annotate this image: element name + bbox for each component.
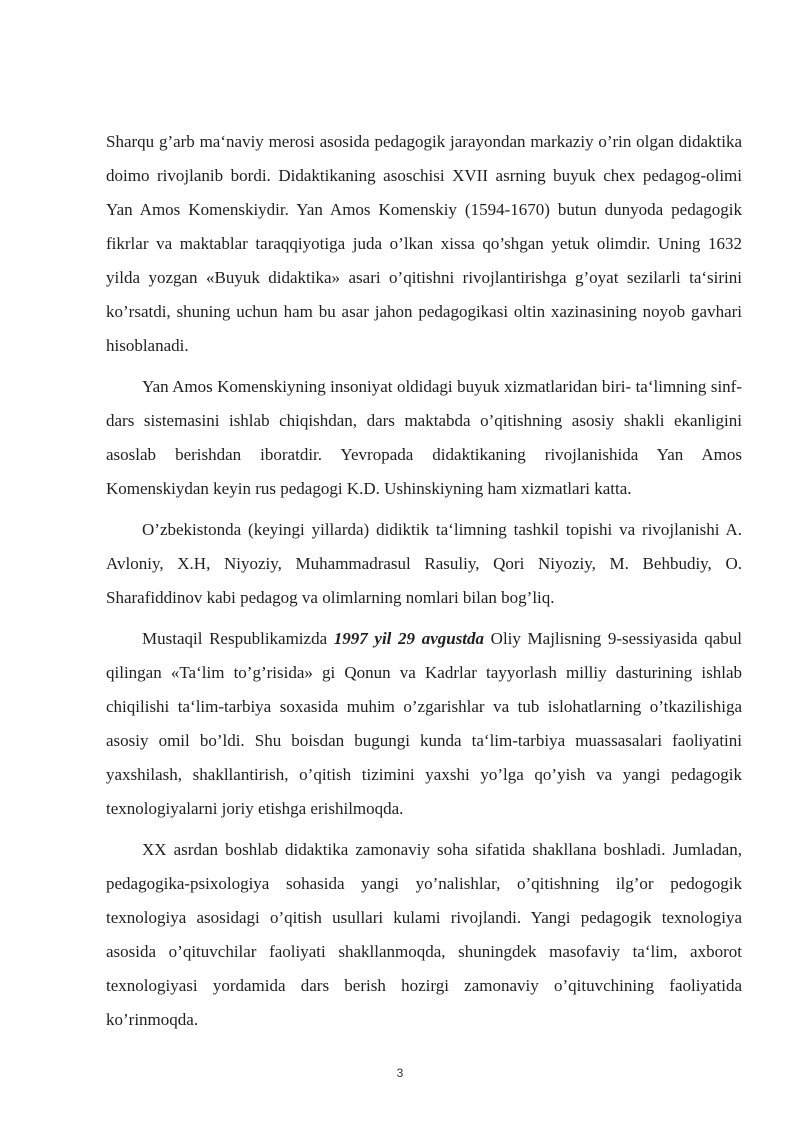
paragraph-komensky-merits: Yan Amos Komenskiyning insoniyat oldidagi buyuk xizmatlaridan biri- ta‘limning sinf-dars sistemasini ishlab chiqishdan, dars maktabda o’qitishning asosiy shakli ekanligini asoslab berishdan iboratdir. Yevropada didaktikaning rivojlanishida Yan Amos Komenskiydan keyin rus pedagogi K.D. Ushinskiyning ham xizmatlari katta.: [106, 377, 742, 498]
page-number: 3: [396, 1066, 404, 1080]
paragraph-education-law: [106, 622, 742, 826]
paragraph-didactics-origins: Sharqu g’arb ma‘naviy merosi asosida pedagogik jarayondan markaziy o’rin olgan didaktika doimo rivojlanib bordi. Didaktikaning asoschisi XVII asrning buyuk chex pedagog-olimi Yan Amos Komenskiydir. Yan Amos Komenskiy (1594-1670) butun dunyoda pedagogik fikrlar va maktablar taraqqiyotiga juda o’lkan xissa qo’shgan yetuk olimdir. Uning 1632 yilda yozgan «Buyuk didaktika» asari o’qitishni rivojlantirishga g’oyat sezilarli ta‘sirini ko’rsatdi, shuning uchun ham bu asar jahon pedagogikasi oltin xazinasining noyob gavhari hisoblanadi.: [106, 132, 742, 355]
paragraph-modern-didactics: XX asrdan boshlab didaktika zamonaviy soha sifatida shakllana boshladi. Jumladan, pedagogika-psixologiya sohasida yangi yo’nalishlar, o’qitishning ilg’or pedogogik texnologiya asosidagi o’qitish usullari kulami rivojlandi. Yangi pedagogik texnologiya asosida o’qituvchilar faoliyati shakllanmoqda, shuningdek masofaviy ta‘lim, axborot texnologiyasi yordamida dars berish hozirgi zamonaviy o’qituvchining faoliyatida ko’rinmoqda.: [106, 840, 742, 1029]
paragraph-education-law-intro: Mustaqil Respublikamizda: [142, 629, 334, 648]
document-body: [106, 125, 742, 1044]
paragraph-education-law-body: Oliy Majlisning 9-sessiyasida qabul qilingan «Ta‘lim to’g’risida» gi Qonun va Kadrlar tayyorlash milliy dasturining ishlab chiqilishi ta‘lim-tarbiya soxasida muhim o’zgarishlar va tub islohatlarning o’tkazilishiga asosiy omil bo’ldi. Shu boisdan bugungi kunda ta‘lim-tarbiya muassasalari faoliyatini yaxshilash, shakllantirish, o’qitish tizimini yaxshi yo’lga qo’yish va yangi pedagogik texnologiyalarni joriy etishga erishilmoqda.: [106, 629, 742, 818]
paragraph-uzbek-didactics: O’zbekistonda (keyingi yillarda) didiktik ta‘limning tashkil topishi va rivojlanishi A. Avloniy, X.H, Niyoziy, Muhammadrasul Rasuliy, Qori Niyoziy, M. Behbudiy, O. Sharafiddinov kabi pedagog va olimlarning nomlari bilan bog’liq.: [106, 520, 742, 607]
law-date-emphasis: 1997 yil 29 avgustda: [333, 629, 485, 648]
